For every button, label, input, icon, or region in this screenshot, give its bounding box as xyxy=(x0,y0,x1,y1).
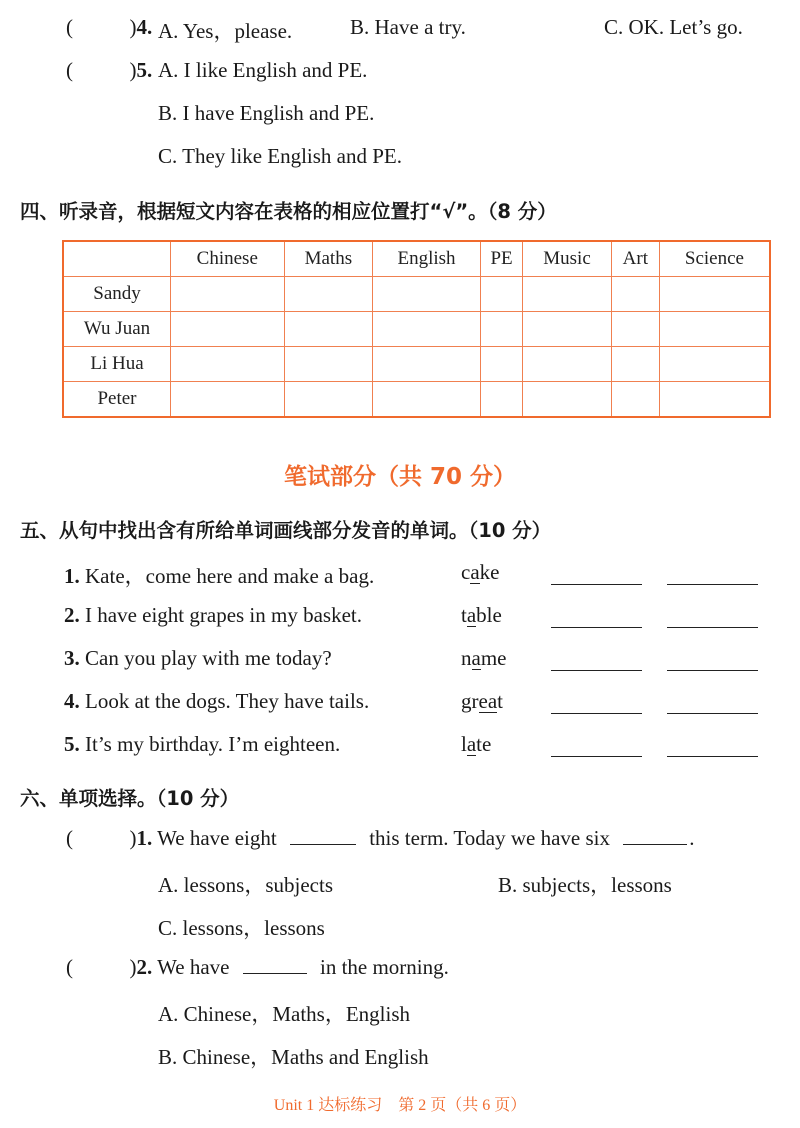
table-row xyxy=(63,382,770,418)
row-name: Sandy xyxy=(63,277,171,312)
question-text: We have xyxy=(157,955,230,979)
section-6-heading: 六、单项选择。（10 分） xyxy=(20,787,240,810)
table-header-cell: Chinese xyxy=(171,241,285,277)
question-4 xyxy=(66,15,152,40)
key-word xyxy=(461,560,499,585)
answer-paren-open: ( xyxy=(66,15,73,39)
fill-blank[interactable] xyxy=(623,843,687,845)
table-header-cell xyxy=(63,241,171,277)
subject-table xyxy=(62,240,771,418)
question-number: 5. xyxy=(136,58,153,82)
option-c: C. OK. Let’s go. xyxy=(604,15,743,39)
option-b: B. Chinese，Maths and English xyxy=(158,1045,429,1069)
check-cell[interactable] xyxy=(611,312,659,347)
question-text: in the morning. xyxy=(319,955,449,979)
option-a: A. I like English and PE. xyxy=(158,58,368,82)
item-sentence: It’s my birthday. I’m eighteen. xyxy=(85,732,341,756)
check-cell[interactable] xyxy=(284,382,373,418)
check-cell[interactable] xyxy=(480,382,522,418)
check-cell[interactable] xyxy=(659,382,770,418)
item-sentence: I have eight grapes in my basket. xyxy=(85,603,362,627)
check-cell[interactable] xyxy=(480,347,522,382)
answer-paren-open: ( xyxy=(66,58,73,82)
key-word xyxy=(461,603,502,628)
sentence-item xyxy=(64,646,332,671)
mc-question-1 xyxy=(66,826,694,851)
item-number: 5. xyxy=(64,732,80,756)
fill-blank[interactable] xyxy=(243,972,307,974)
sentence-item xyxy=(64,603,362,628)
word-part: n xyxy=(461,646,472,670)
question-5 xyxy=(66,58,152,83)
check-cell[interactable] xyxy=(171,382,285,418)
question-text: this term. Today we have six xyxy=(369,826,610,850)
answer-paren-close: ) xyxy=(129,15,137,39)
question-text: We have eight xyxy=(157,826,277,850)
underlined-letters: a xyxy=(470,560,480,584)
question-text: . xyxy=(689,826,695,850)
check-cell[interactable] xyxy=(284,312,373,347)
fill-blank[interactable] xyxy=(290,843,356,845)
written-part-title: 笔试部分（共 70 分） xyxy=(283,464,517,490)
table-row xyxy=(63,347,770,382)
check-cell[interactable] xyxy=(611,277,659,312)
underlined-letters: a xyxy=(466,732,477,756)
answer-blank[interactable] xyxy=(551,756,642,757)
check-cell[interactable] xyxy=(480,277,522,312)
table-header-cell: Music xyxy=(523,241,612,277)
word-part: t xyxy=(461,603,467,627)
word-part: ble xyxy=(476,603,502,627)
item-number: 2. xyxy=(64,603,80,627)
item-sentence: Kate，come here and make a bag. xyxy=(85,564,375,588)
word-part: te xyxy=(476,732,492,756)
option-c: C. They like English and PE. xyxy=(158,144,403,168)
check-cell[interactable] xyxy=(523,347,612,382)
check-cell[interactable] xyxy=(480,312,522,347)
table-header-cell: English xyxy=(373,241,481,277)
word-part: ke xyxy=(479,560,500,584)
answer-blank[interactable] xyxy=(667,713,758,714)
check-cell[interactable] xyxy=(373,312,481,347)
section-5-heading: 五、从句中找出含有所给单词画线部分发音的单词。（10 分） xyxy=(20,519,552,542)
item-number: 3. xyxy=(64,646,80,670)
question-number: 1. xyxy=(136,826,153,850)
option-b: B. I have English and PE. xyxy=(158,101,375,125)
answer-paren-close: ) xyxy=(129,58,137,82)
item-sentence: Look at the dogs. They have tails. xyxy=(85,689,370,713)
key-word xyxy=(461,689,503,714)
sentence-item xyxy=(64,689,369,714)
section-4-heading: 四、听录音，根据短文内容在表格的相应位置打“√”。（8 分） xyxy=(20,200,557,223)
check-cell[interactable] xyxy=(373,277,481,312)
key-word xyxy=(461,646,506,671)
check-cell[interactable] xyxy=(284,347,373,382)
item-sentence: Can you play with me today? xyxy=(85,646,332,670)
row-name: Peter xyxy=(63,382,171,418)
underlined-letters: ea xyxy=(478,689,498,713)
check-cell[interactable] xyxy=(171,347,285,382)
answer-paren-close: ) xyxy=(129,826,137,850)
word-part: l xyxy=(461,732,467,756)
check-cell[interactable] xyxy=(171,312,285,347)
word-part: t xyxy=(497,689,503,713)
option-a: A. Chinese，Maths，English xyxy=(158,1002,410,1026)
check-cell[interactable] xyxy=(171,277,285,312)
underlined-letters: a xyxy=(466,603,477,627)
check-cell[interactable] xyxy=(373,382,481,418)
option-a: A. Yes，please. xyxy=(158,19,293,43)
key-word xyxy=(461,732,491,757)
check-cell[interactable] xyxy=(373,347,481,382)
answer-blank[interactable] xyxy=(667,756,758,757)
option-b: B. Have a try. xyxy=(350,15,466,39)
option-c: C. lessons，lessons xyxy=(158,916,325,940)
answer-blank[interactable] xyxy=(667,584,758,585)
table-row xyxy=(63,312,770,347)
sentence-item xyxy=(64,560,374,590)
answer-blank[interactable] xyxy=(551,627,642,628)
check-cell[interactable] xyxy=(611,347,659,382)
check-cell[interactable] xyxy=(523,382,612,418)
check-cell[interactable] xyxy=(284,277,373,312)
table-header-cell: Art xyxy=(611,241,659,277)
question-number: 4. xyxy=(136,15,153,39)
sentence-item xyxy=(64,732,340,757)
row-name: Wu Juan xyxy=(63,312,171,347)
answer-blank[interactable] xyxy=(667,670,758,671)
option-b: B. subjects，lessons xyxy=(498,873,672,897)
option-a: A. lessons，subjects xyxy=(158,873,333,897)
mc-question-2 xyxy=(66,955,449,980)
answer-paren-open: ( xyxy=(66,955,73,979)
answer-paren-close: ) xyxy=(129,955,137,979)
page-footer: Unit 1 达标练习 第 2 页（共 6 页） xyxy=(273,1097,527,1114)
answer-blank[interactable] xyxy=(667,627,758,628)
item-number: 1. xyxy=(64,564,80,588)
check-cell[interactable] xyxy=(523,312,612,347)
word-part: gr xyxy=(461,689,479,713)
row-name: Li Hua xyxy=(63,347,171,382)
check-cell[interactable] xyxy=(659,312,770,347)
check-cell[interactable] xyxy=(659,347,770,382)
question-number: 2. xyxy=(136,955,153,979)
word-part: c xyxy=(461,560,471,584)
item-number: 4. xyxy=(64,689,80,713)
answer-blank[interactable] xyxy=(551,713,642,714)
answer-paren-open: ( xyxy=(66,826,73,850)
check-cell[interactable] xyxy=(659,277,770,312)
table-header-cell: PE xyxy=(480,241,522,277)
check-cell[interactable] xyxy=(611,382,659,418)
answer-blank[interactable] xyxy=(551,670,642,671)
table-header-row xyxy=(63,241,770,277)
check-cell[interactable] xyxy=(523,277,612,312)
table-header-cell: Maths xyxy=(284,241,373,277)
answer-blank[interactable] xyxy=(551,584,642,585)
table-row xyxy=(63,277,770,312)
word-part: me xyxy=(480,646,507,670)
underlined-letters: a xyxy=(471,646,481,670)
table-header-cell: Science xyxy=(659,241,770,277)
